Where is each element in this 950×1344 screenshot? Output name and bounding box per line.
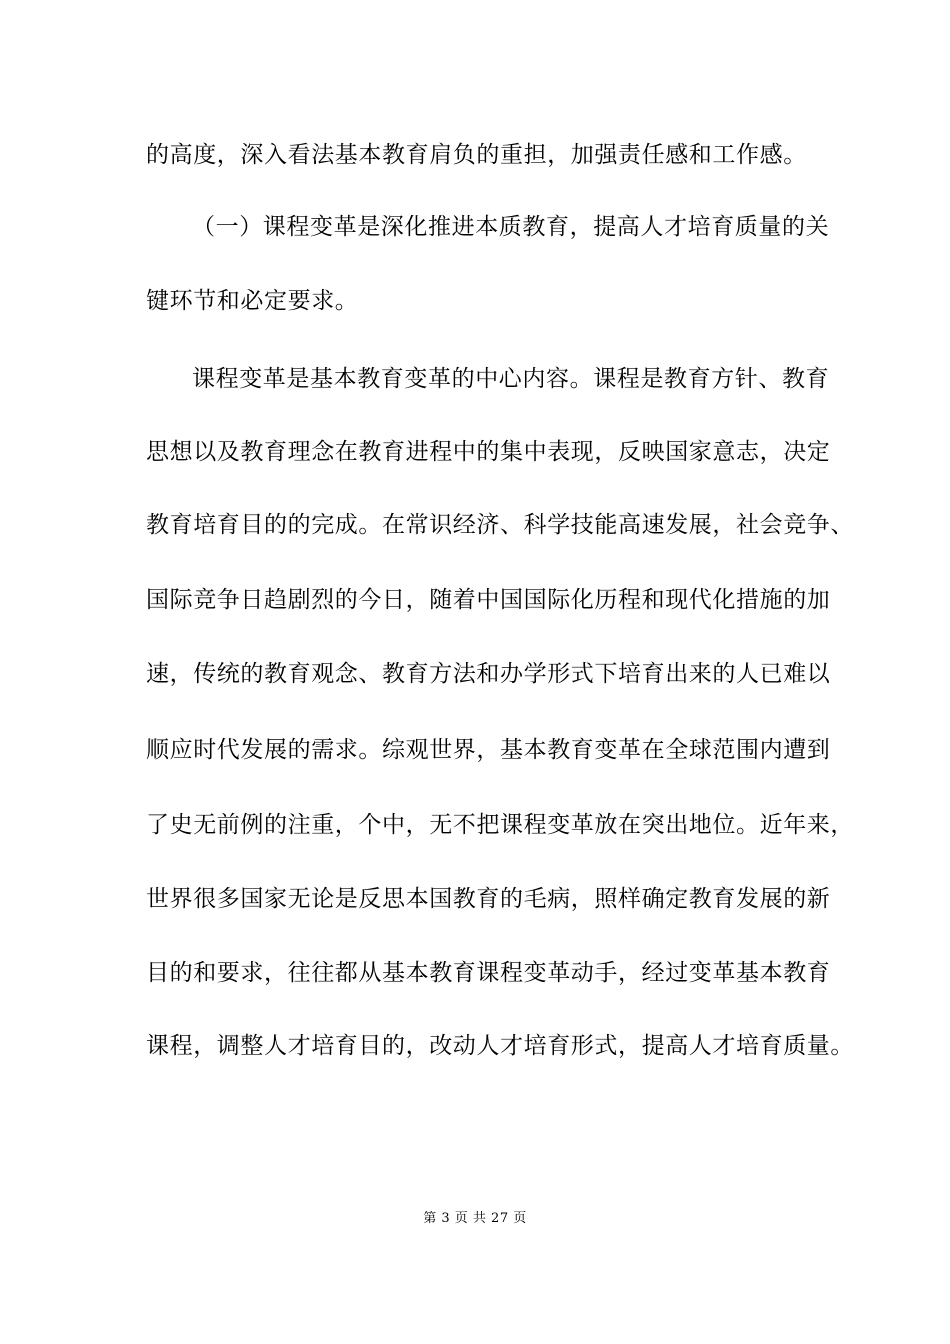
paragraph-line-4: 国际竞争日趋剧烈的今日，随着中国国际化历程和现代化措施的加 (146, 587, 831, 613)
paragraph-line-3: 教育培育目的的完成。在常识经济、科学技能高速发展，社会竞争、 (146, 512, 854, 538)
paragraph-line-10: 课程，调整人才培育目的，改动人才培育形式，提高人才培育质量。 (146, 1033, 854, 1059)
section-heading-line-2: 键环节和必定要求。 (146, 288, 359, 314)
paragraph-line-1: 课程变革是基本教育变革的中心内容。课程是教育方针、教育 (192, 366, 830, 392)
paragraph-line-9: 目的和要求，往往都从基本教育课程变革动手，经过变革基本教育 (146, 960, 831, 986)
paragraph-line-6: 顺应时代发展的需求。综观世界，基本教育变革在全球范围内遭到 (146, 737, 831, 763)
paragraph-line-5: 速，传统的教育观念、教育方法和办学形式下培育出来的人已难以 (146, 661, 831, 687)
text-line-1: 的高度，深入看法基本教育肩负的重担，加强责任感和工作感。 (146, 142, 807, 168)
paragraph-line-7: 了史无前例的注重，个中，无不把课程变革放在突出地位。近年来， (146, 812, 854, 838)
page-number-footer: 第 3 页 共 27 页 (423, 1211, 527, 1226)
section-heading-line-1: （一）课程变革是深化推进本质教育，提高人才培育质量的关 (192, 214, 830, 240)
paragraph-line-2: 思想以及教育理念在教育进程中的集中表现，反映国家意志，决定 (146, 439, 831, 465)
paragraph-line-8: 世界很多国家无论是反思本国教育的毛病，照样确定教育发展的新 (146, 886, 831, 912)
